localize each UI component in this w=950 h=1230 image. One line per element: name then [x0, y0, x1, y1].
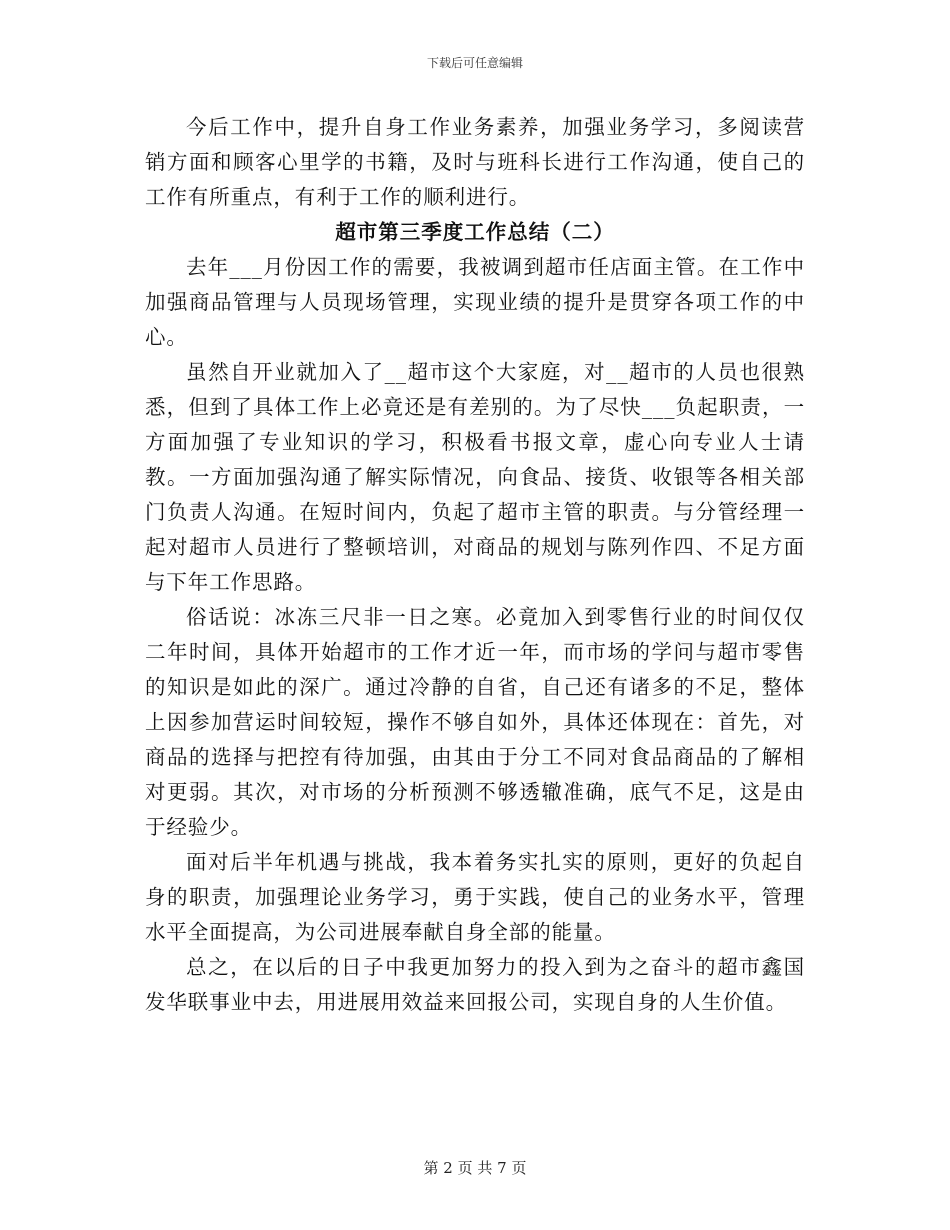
paragraph-intro: 去年___月份因工作的需要，我被调到超市任店面主管。在工作中加强商品管理与人员现场管理，实现业绩的提升是贯穿各项工作的中心。 — [145, 255, 805, 349]
page-number: 第 2 页 共 7 页 — [423, 1159, 527, 1177]
paragraph-learning: 虽然自开业就加入了__超市这个大家庭，对__超市的人员也很熟悉，但到了具体工作上必竟还是有差别的。为了尽快___负起职责，一方面加强了专业知识的学习，积极看书报文章，虚心向专业人士请教。一方面加强沟通了解实际情况，向食品、接货、收银等各相关部门负责人沟通。在短时间内，负起了超市主管的职责。与分管经理一起对超市人员进行了整顿培训，对商品的规划与陈列作四、不足方面与下年工作思路。 — [145, 360, 805, 594]
paragraph-outlook: 面对后半年机遇与挑战，我本着务实扎实的原则，更好的负起自身的职责，加强理论业务学习，勇于实践，使自己的业务水平，管理水平全面提高，为公司进展奉献自身全部的能量。 — [145, 850, 805, 944]
paragraph-conclusion: 总之，在以后的日子中我更加努力的投入到为之奋斗的超市鑫国发华联事业中去，用进展用效益来回报公司，实现自身的人生价值。 — [145, 955, 805, 1014]
paragraph-shortcomings: 俗话说：冰冻三尺非一日之寒。必竟加入到零售行业的时间仅仅二年时间，具体开始超市的工作才近一年，而市场的学问与超市零售的知识是如此的深广。通过冷静的自省，自己还有诸多的不足，整体上因参加营运时间较短，操作不够自如外，具体还体现在：首先，对商品的选择与把控有待加强，由其由于分工不同对食品商品的了解相对更弱。其次，对市场的分析预测不够透辙准确，底气不足，这是由于经验少。 — [145, 605, 805, 839]
document-body — [145, 110, 805, 1020]
header-note: 下载后可任意编辑 — [426, 56, 523, 70]
paragraph-continuation: 今后工作中，提升自身工作业务素养，加强业务学习，多阅读营销方面和顾客心里学的书籍，及时与班科长进行工作沟通，使自己的工作有所重点，有利于工作的顺利进行。 — [145, 115, 805, 209]
section-title: 超市第三季度工作总结（二） — [335, 220, 615, 244]
